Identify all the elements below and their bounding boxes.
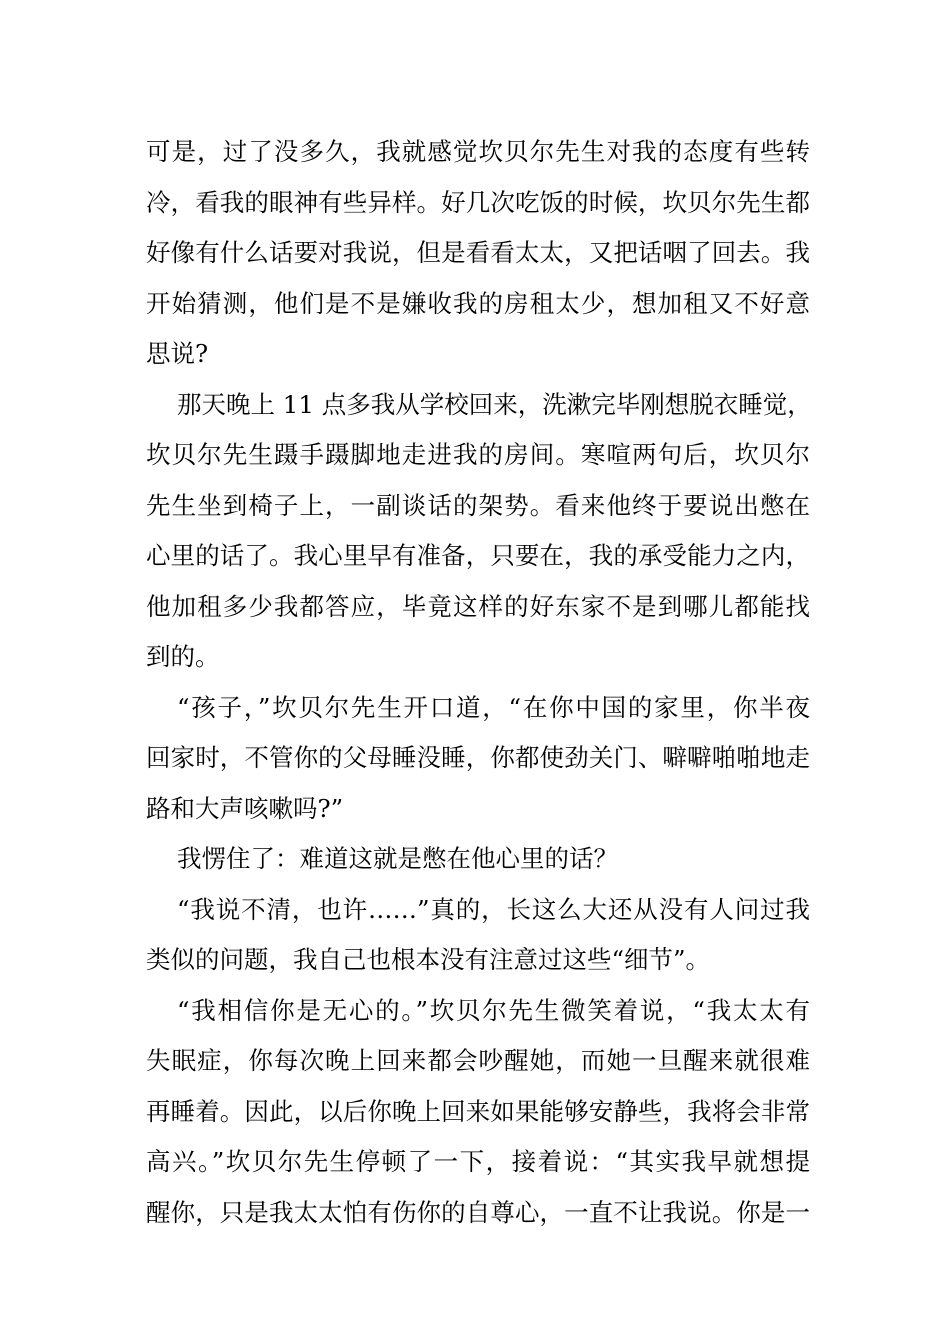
text-line: 开始猜测，他们是不是嫌收我的房租太少，想加租又不好意 xyxy=(146,288,810,318)
text-line: 那天晚上 11 点多我从学校回来，洗漱完毕刚想脱衣睡觉， xyxy=(177,389,812,419)
text-line: 高兴。”坎贝尔先生停顿了一下，接着说：“其实我早就想提 xyxy=(146,1147,810,1176)
text-line: 到的。 xyxy=(146,642,220,671)
text-line: 类似的问题，我自己也根本没有注意过这些“细节”。 xyxy=(146,945,711,974)
text-line: “孩子，”坎贝尔先生开口道，“在你中国的家里，你半夜 xyxy=(177,692,810,722)
text-line: 坎贝尔先生蹑手蹑脚地走进我的房间。寒喧两句后，坎贝尔 xyxy=(146,440,810,469)
text-line: 醒你，只是我太太怕有伤你的自尊心，一直不让我说。你是一 xyxy=(146,1197,810,1227)
text-line: “我说不清，也许……”真的，长这么大还从没有人问过我 xyxy=(177,894,810,924)
text-line: 失眠症，你每次晚上回来都会吵醒她，而她一旦醒来就很难 xyxy=(146,1046,810,1075)
text-line: 他加租多少我都答应，毕竟这样的好东家不是到哪儿都能找 xyxy=(146,591,810,621)
text-line: 我愣住了：难道这就是憋在他心里的话？ xyxy=(177,844,618,873)
text-line: 好像有什么话要对我说，但是看看太太，又把话咽了回去。我 xyxy=(146,238,810,267)
document-body xyxy=(146,127,810,1238)
text-line: 再睡着。因此，以后你晚上回来如果能够安静些，我将会非常 xyxy=(146,1096,810,1126)
text-line: 回家时，不管你的父母睡没睡，你都使劲关门、噼噼啪啪地走 xyxy=(146,743,810,772)
text-line: 先生坐到椅子上，一副谈话的架势。看来他终于要说出憋在 xyxy=(146,490,810,520)
text-line: 可是，过了没多久，我就感觉坎贝尔先生对我的态度有些转 xyxy=(146,137,810,166)
text-line: 路和大声咳嗽吗?” xyxy=(146,793,344,823)
text-line: “我相信你是无心的。”坎贝尔先生微笑着说，“我太太有 xyxy=(177,995,810,1025)
text-line: 思说? xyxy=(146,339,209,368)
text-line: 心里的话了。我心里早有准备，只要在，我的承受能力之内， xyxy=(146,541,810,570)
text-line: 冷，看我的眼神有些异样。好几次吃饭的时候，坎贝尔先生都 xyxy=(146,187,810,217)
